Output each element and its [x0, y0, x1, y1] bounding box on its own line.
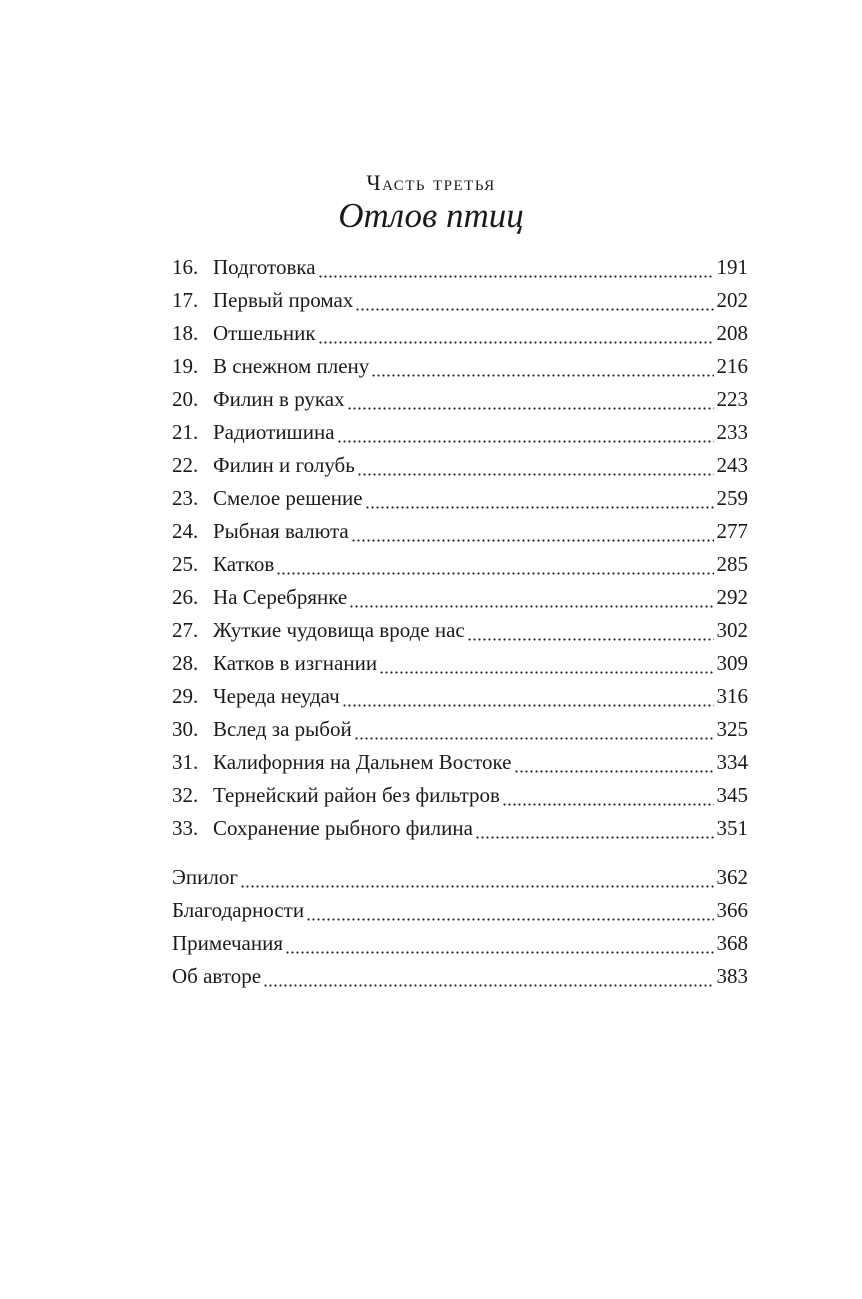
chapter-number: 18. [172, 321, 199, 345]
chapter-number: 19. [172, 354, 199, 378]
dot-leader [349, 605, 713, 608]
dot-leader [354, 737, 714, 740]
toc-entry[interactable] [172, 927, 748, 960]
chapter-number: 22. [172, 453, 199, 477]
section-title: Эпилог [172, 865, 238, 889]
dot-leader [514, 770, 714, 773]
chapter-title: На Серебрянке [213, 585, 348, 609]
toc-entry[interactable] [172, 416, 748, 449]
chapter-title: Первый промах [213, 288, 354, 312]
dot-leader [276, 572, 713, 575]
section-title: Примечания [172, 931, 284, 955]
chapter-title: Отшельник [213, 321, 316, 345]
dot-leader [365, 506, 714, 509]
page-number: 351 [716, 816, 748, 840]
page-number: 292 [716, 585, 748, 609]
chapter-title: Тернейский район без фильтров [213, 783, 500, 807]
dot-leader [355, 308, 713, 311]
chapter-number: 23. [172, 486, 199, 510]
page-number: 345 [716, 783, 748, 807]
dot-leader [306, 918, 713, 921]
dot-leader [240, 885, 714, 888]
toc-entry[interactable] [172, 581, 748, 614]
chapter-title: Калифорния на Дальнем Востоке [213, 750, 512, 774]
toc-entry[interactable] [172, 482, 748, 515]
toc-entry[interactable] [172, 350, 748, 383]
chapter-number: 21. [172, 420, 199, 444]
toc-entry[interactable] [172, 894, 748, 927]
chapter-title: Вслед за рыбой [213, 717, 352, 741]
part-title: Отлов птиц [338, 196, 524, 235]
toc-entry[interactable] [172, 515, 748, 548]
page-number: 309 [716, 651, 748, 675]
toc-entry[interactable] [172, 317, 748, 350]
chapter-title: Смелое решение [213, 486, 363, 510]
page-number: 362 [716, 865, 748, 889]
page-number: 259 [716, 486, 748, 510]
back-matter-list [172, 861, 748, 993]
dot-leader [285, 951, 713, 954]
dot-leader [263, 984, 713, 987]
chapter-title: Филин и голубь [213, 453, 355, 477]
toc-entry[interactable] [172, 251, 748, 284]
chapter-title: Радиотишина [213, 420, 335, 444]
page-number: 383 [716, 964, 748, 988]
chapter-title: Подготовка [213, 255, 316, 279]
dot-leader [318, 341, 714, 344]
chapter-number: 17. [172, 288, 199, 312]
chapter-title: Череда неудач [213, 684, 340, 708]
chapter-number: 32. [172, 783, 199, 807]
page-number: 202 [716, 288, 748, 312]
toc-entry[interactable] [172, 614, 748, 647]
chapter-title: Сохранение рыбного филина [213, 816, 473, 840]
toc-entry[interactable] [172, 713, 748, 746]
chapter-number: 24. [172, 519, 199, 543]
toc-entry[interactable] [172, 647, 748, 680]
page-number: 216 [716, 354, 748, 378]
dot-leader [475, 836, 714, 839]
toc-entry[interactable] [172, 779, 748, 812]
dot-leader [371, 374, 713, 377]
dot-leader [357, 473, 714, 476]
page-number: 191 [716, 255, 748, 279]
page-number: 277 [716, 519, 748, 543]
page-number: 366 [716, 898, 748, 922]
chapter-number: 27. [172, 618, 199, 642]
dot-leader [342, 704, 714, 707]
dot-leader [379, 671, 713, 674]
dot-leader [502, 803, 714, 806]
page-number: 208 [716, 321, 748, 345]
toc-entry[interactable] [172, 680, 748, 713]
dot-leader [337, 440, 714, 443]
chapter-number: 16. [172, 255, 199, 279]
page-number: 325 [716, 717, 748, 741]
chapter-title: В снежном плену [213, 354, 370, 378]
chapter-title: Рыбная валюта [213, 519, 349, 543]
chapter-number: 25. [172, 552, 199, 576]
chapter-number: 20. [172, 387, 199, 411]
part-label: Часть третья [366, 170, 496, 195]
chapter-number: 29. [172, 684, 199, 708]
chapter-title: Филин в руках [213, 387, 345, 411]
chapter-number: 26. [172, 585, 199, 609]
toc-entry[interactable] [172, 812, 748, 845]
page-number: 233 [716, 420, 748, 444]
toc-entry[interactable] [172, 861, 748, 894]
chapter-number: 31. [172, 750, 199, 774]
chapter-title: Жуткие чудовища вроде нас [213, 618, 465, 642]
toc-entry[interactable] [172, 449, 748, 482]
toc-entry[interactable] [172, 284, 748, 317]
section-title: Благодарности [172, 898, 305, 922]
page-number: 316 [716, 684, 748, 708]
chapter-number: 33. [172, 816, 199, 840]
chapter-list [172, 251, 748, 845]
dot-leader [467, 638, 714, 641]
toc-entry[interactable] [172, 960, 748, 993]
page-number: 302 [716, 618, 748, 642]
chapter-title: Катков [213, 552, 275, 576]
page-number: 223 [716, 387, 748, 411]
chapter-title: Катков в изгнании [213, 651, 378, 675]
page-number: 368 [716, 931, 748, 955]
chapter-number: 28. [172, 651, 199, 675]
section-title: Об авторе [172, 964, 262, 988]
dot-leader [318, 275, 714, 278]
dot-leader [351, 539, 714, 542]
dot-leader [347, 407, 714, 410]
toc-entry[interactable] [172, 746, 748, 779]
toc-entry[interactable] [172, 383, 748, 416]
chapter-number: 30. [172, 717, 199, 741]
page-number: 285 [716, 552, 748, 576]
toc-entry[interactable] [172, 548, 748, 581]
page-number: 243 [716, 453, 748, 477]
page-number: 334 [716, 750, 748, 774]
